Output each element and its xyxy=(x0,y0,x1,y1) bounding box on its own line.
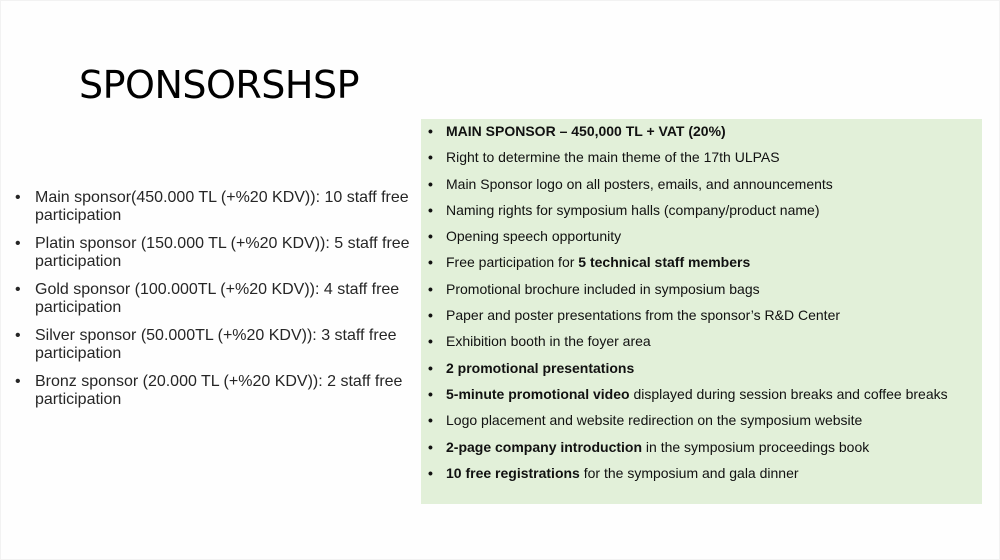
list-item-text: Main Sponsor logo on all posters, emails, and announcements xyxy=(446,175,833,192)
list-item xyxy=(428,333,972,349)
list-item: • Silver sponsor (50.000TL (+%20 KDV)): 3 staff free participation xyxy=(15,327,415,363)
list-item xyxy=(428,254,972,270)
list-item-text: for the symposium and gala dinner xyxy=(579,464,799,481)
list-item-text: displayed during session breaks and coffee breaks xyxy=(629,385,948,402)
list-item-bold: MAIN SPONSOR – 450,000 TL + VAT (20%) xyxy=(446,123,726,139)
list-item: • Platin sponsor (150.000 TL (+%20 KDV)): 5 staff free participation xyxy=(15,235,415,271)
list-item: • Main sponsor(450.000 TL (+%20 KDV)): 10 staff free participation xyxy=(15,189,415,225)
list-item-text: Right to determine the main theme of the 17th ULPAS xyxy=(446,149,780,166)
list-item-bold: 2 promotional presentations xyxy=(446,359,635,376)
main-sponsor-benefits-list xyxy=(428,123,972,481)
sponsor-tier-list xyxy=(15,189,415,419)
list-item-bold: 2-page company introduction xyxy=(446,438,643,455)
list-item-text: Paper and poster presentations from the sponsor’s R&D Center xyxy=(446,307,841,324)
list-item xyxy=(428,412,972,428)
list-item-text: Exhibition booth in the foyer area xyxy=(446,333,651,350)
list-item: • Bronz sponsor (20.000 TL (+%20 KDV)): 2 staff free participation xyxy=(15,373,415,409)
list-item xyxy=(428,465,972,481)
list-item xyxy=(428,386,972,402)
list-item-bold: 5-minute promotional video xyxy=(446,385,630,402)
list-item-text: Logo placement and website redirection on the symposium website xyxy=(446,412,863,429)
list-item xyxy=(428,149,972,165)
list-item xyxy=(428,228,972,244)
list-item xyxy=(428,439,972,455)
list-item xyxy=(428,360,972,376)
list-item xyxy=(428,281,972,297)
slide-title: SPONSORSHSP xyxy=(79,63,360,107)
list-item xyxy=(428,202,972,218)
list-item-text: Naming rights for symposium halls (company/product name) xyxy=(446,201,820,218)
list-item-text: Promotional brochure included in symposium bags xyxy=(446,280,760,297)
list-item-text: in the symposium proceedings book xyxy=(642,438,870,455)
list-item-bold: 10 free registrations xyxy=(446,464,580,481)
list-item xyxy=(428,176,972,192)
list-item xyxy=(428,123,972,139)
list-item xyxy=(428,307,972,323)
list-item-prefix: Free participation for xyxy=(446,254,579,271)
list-item: • Gold sponsor (100.000TL (+%20 KDV)): 4 staff free participation xyxy=(15,281,415,317)
list-item-text: Opening speech opportunity xyxy=(446,228,622,245)
main-sponsor-panel xyxy=(421,119,982,504)
list-item-bold: 5 technical staff members xyxy=(578,254,751,271)
